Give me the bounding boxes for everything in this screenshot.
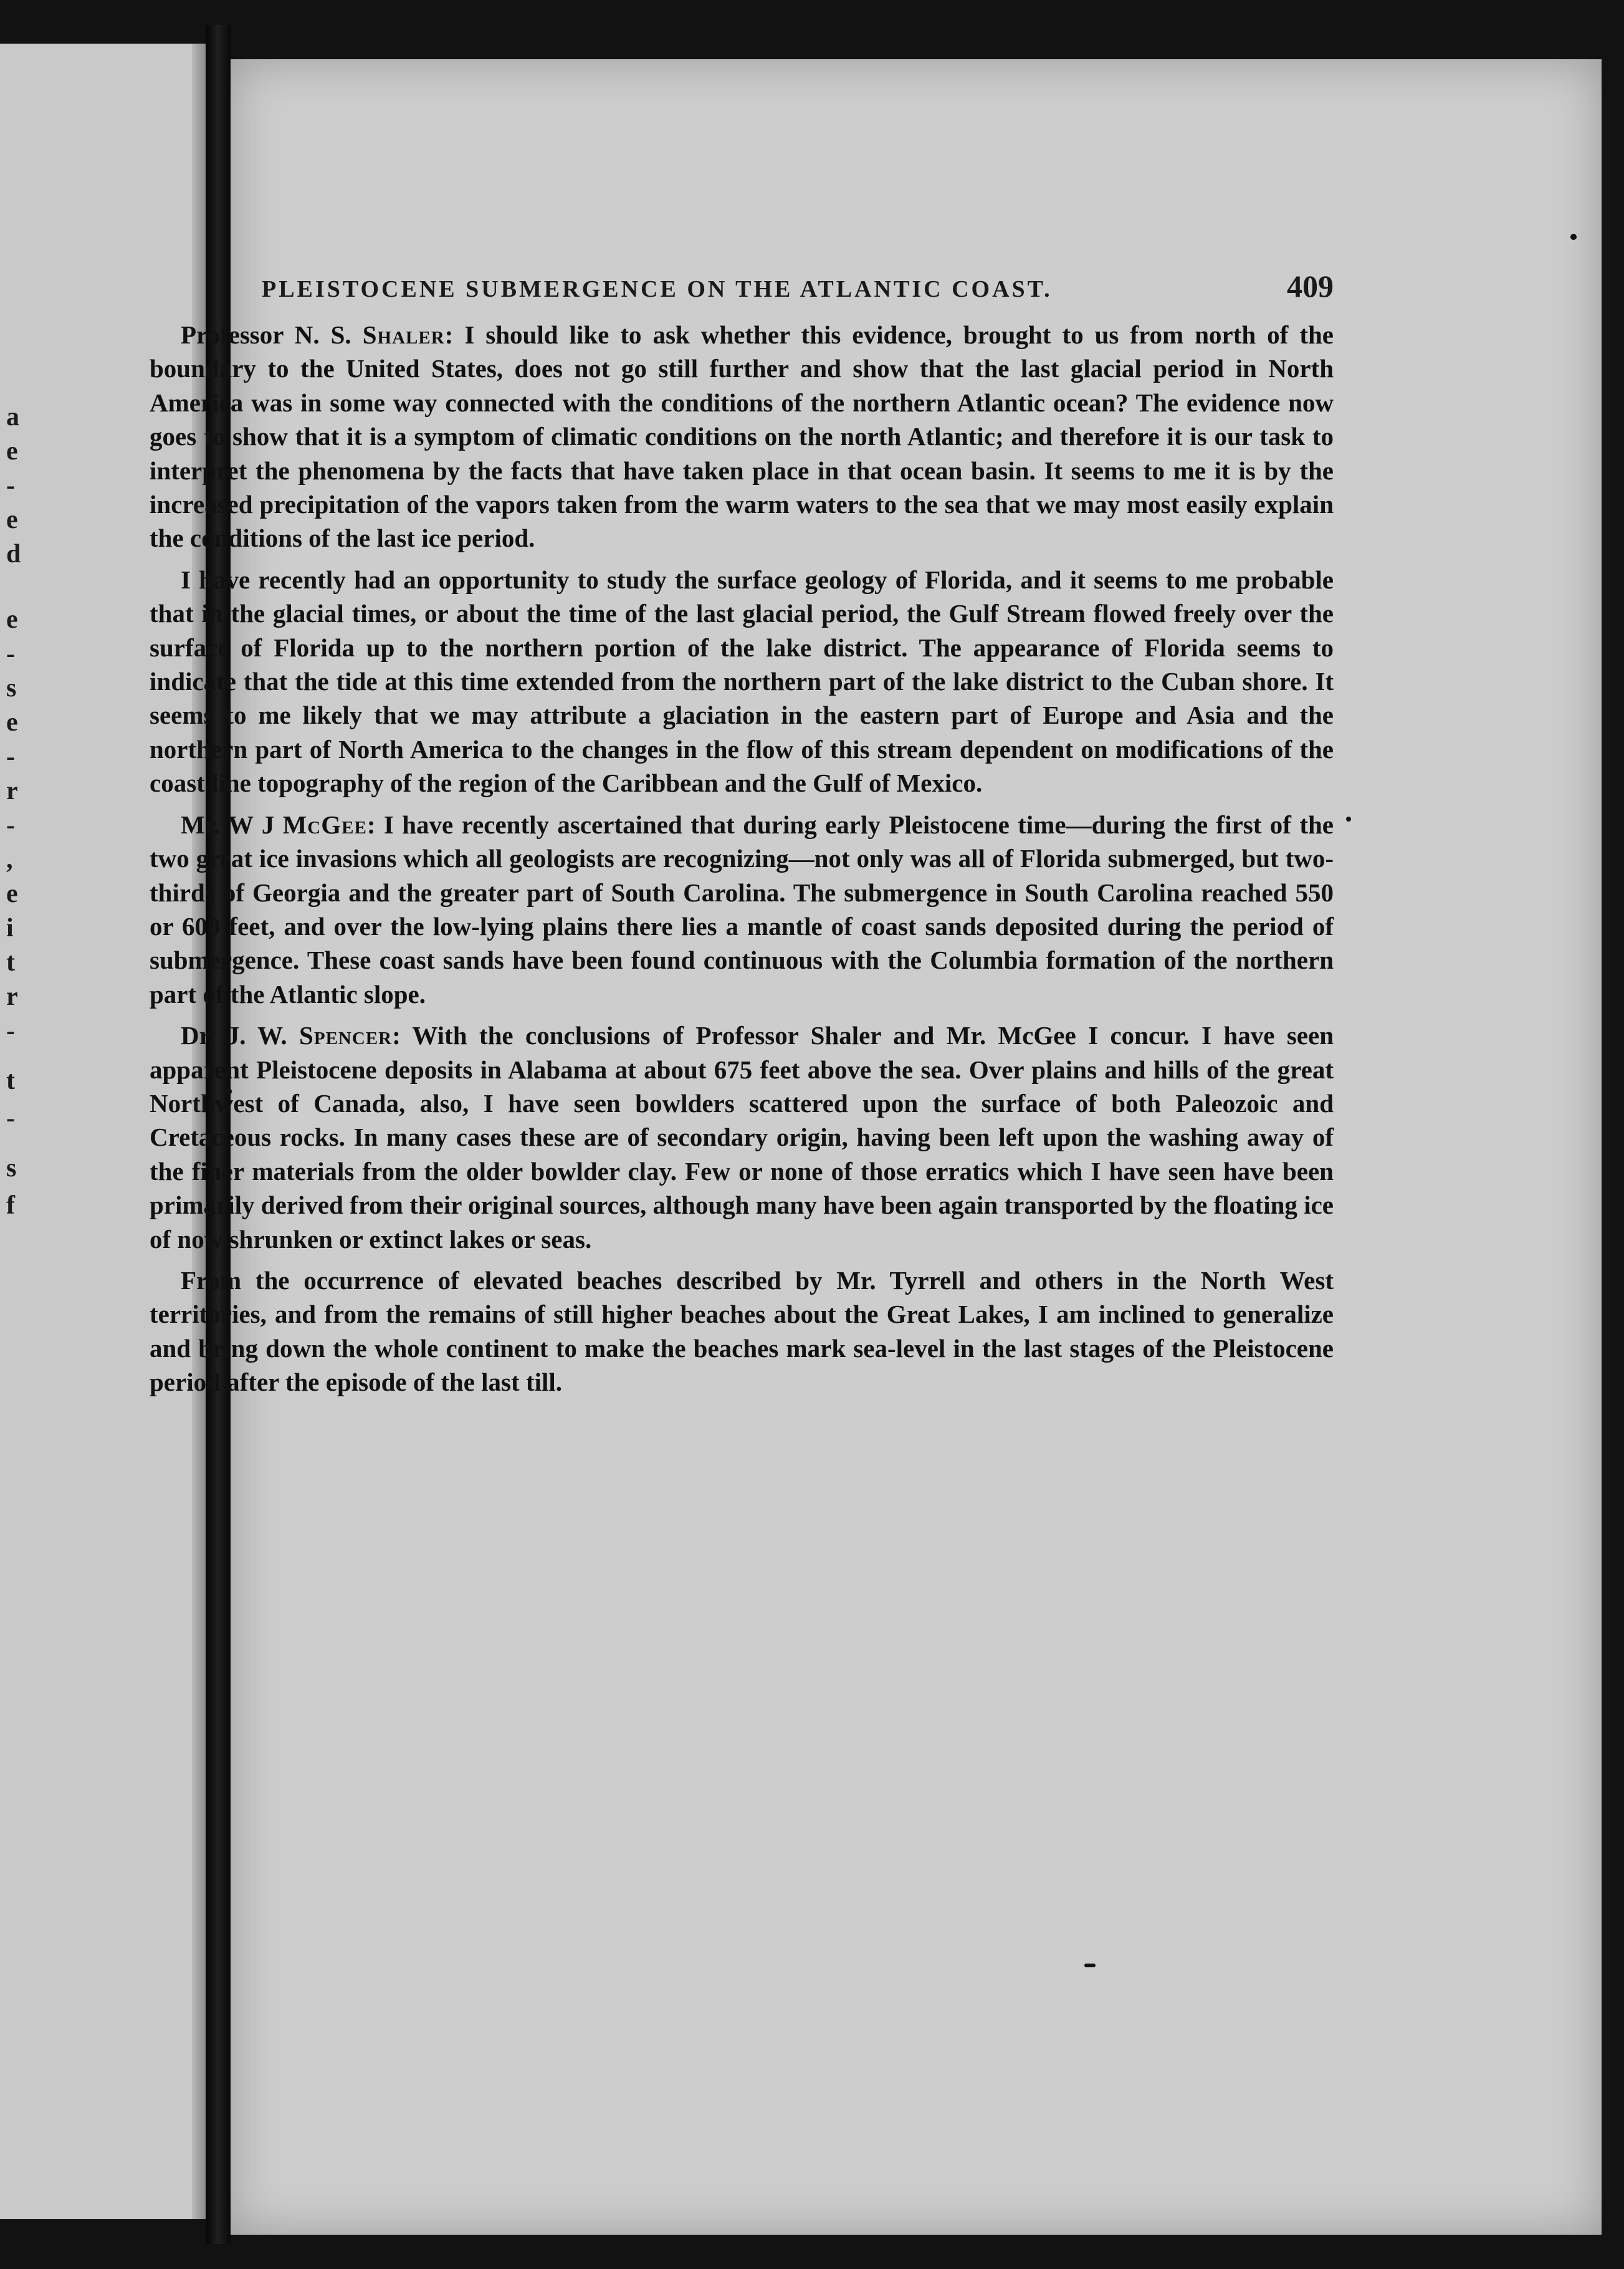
facing-page-fragment: d — [6, 540, 21, 568]
paragraph-text: I have recently had an opportunity to study the surface geology of Florida, and it seems to me probable that in the glacial times, or about the time of the last glacial period, the Gulf Stream flowed freely over the surface of Florida up to the northern portion of the lake district. The appearance of Florida seems to indicate that the tide at this time extended from the northern part of the lake district to the Cuban shore. It seems to me likely that we may attribute a glaciation in the eastern part of Europe and Asia and the northern part of North America to the changes in the flow of this stream dependent on modifications of the coast line topography of the region of the Caribbean and the Gulf of Mexico. — [150, 565, 1334, 798]
speaker-prefix: Professor N. S. — [181, 320, 363, 349]
paragraph-text: : With the conclusions of Professor Shaler and Mr. McGee I concur. I have seen apparent Pleistocene deposits in Alabama at about 675 feet above the sea. Over plains and hills of the great Northwest of Canada, also, I have seen bowlders scattered upon the surface of both Paleozoic and Cretaceous rocks. In many cases these are of secondary origin, having been left upon the washing away of the finer materials from the older bowlder clay. Few or none of those erratics which I have seen have been primarily derived from their original sources, although many have been again transported by the floating ice of now shrunken or extinct lakes or seas. — [150, 1021, 1334, 1254]
facing-page-fragment: f — [6, 1191, 15, 1220]
paragraph — [150, 1264, 1334, 1399]
speaker-name: Shaler — [362, 320, 445, 349]
page-number: 409 — [1287, 269, 1334, 304]
running-title: PLEISTOCENE SUBMERGENCE ON THE ATLANTIC COAST. — [262, 276, 1053, 302]
speaker-name: Spencer — [299, 1021, 393, 1050]
paragraph-text: : I should like to ask whether this evidence, brought to us from north of the boundary to the United States, does not go still further and show that the last glacial period in North America was in some way connected with the conditions of the northern Atlantic ocean? The evidence now goes to show that it is a symptom of climatic conditions on the north Atlantic; and therefore it is our task to interpret the phenomena by the facts that have taken place in that ocean basin. It seems to me it is by the increased precipitation of the vapors taken from the warm waters to the sea that we may most easily explain the conditions of the last ice period. — [150, 320, 1334, 553]
paragraph — [150, 563, 1334, 800]
facing-page-fragment: e — [6, 437, 18, 466]
facing-page-fragment: s — [6, 1154, 17, 1182]
facing-page-fragment: i — [6, 914, 14, 943]
body-text — [150, 318, 1334, 1399]
paragraph — [150, 1019, 1334, 1256]
speaker-prefix: Dr. J. W. — [181, 1021, 300, 1050]
facing-page-fragment: a — [6, 403, 19, 431]
ink-speck — [1084, 1964, 1096, 1967]
facing-page-fragment: r — [6, 982, 18, 1011]
paragraph — [150, 318, 1334, 555]
facing-page-fragment: - — [6, 742, 15, 771]
facing-page-fragment: - — [6, 640, 15, 668]
facing-page-fragment: - — [6, 1104, 15, 1133]
ink-speck — [1570, 234, 1577, 240]
running-head — [262, 268, 1334, 318]
speaker-prefix: Mr. W J — [181, 810, 283, 839]
facing-page-fragment: - — [6, 471, 15, 500]
facing-page-fragment: t — [6, 948, 15, 977]
facing-page-fragment: - — [6, 811, 15, 840]
paragraph-text: From the occurrence of elevated beaches described by Mr. Tyrrell and others in the North West territories, and from the remains of still higher beaches about the Great Lakes, I am inclined to generalize and bring down the whole continent to make the beaches mark sea-level in the last stages of the Pleistocene period after the episode of the last till. — [150, 1265, 1334, 1397]
paragraph-text: : I have recently ascertained that during early Pleistocene time—during the first of the two great ice invasions which all geologists are recognizing—not only was all of Florida submerged, but two-thirds of Georgia and the greater part of South Carolina. The submergence in South Carolina reached 550 or 600 feet, and over the low-lying plains there lies a mantle of coast sands deposited during the period of submergence. These coast sands have been found continuous with the Columbia formation of the northern part of the Atlantic slope. — [150, 810, 1334, 1009]
facing-page-fragment: r — [6, 777, 18, 805]
facing-page-fragment: , — [6, 845, 13, 874]
facing-page-fragment: e — [6, 605, 18, 634]
facing-page-fragment: e — [6, 506, 18, 534]
facing-page-fragment: e — [6, 880, 18, 908]
facing-page-fragment: s — [6, 674, 17, 703]
facing-page-fragment: - — [6, 1017, 15, 1045]
facing-page-fragment: t — [6, 1067, 15, 1095]
ink-speck — [1346, 817, 1351, 822]
facing-page-fragment: e — [6, 708, 18, 737]
paragraph — [150, 808, 1334, 1011]
speaker-name: McGee — [282, 810, 367, 839]
